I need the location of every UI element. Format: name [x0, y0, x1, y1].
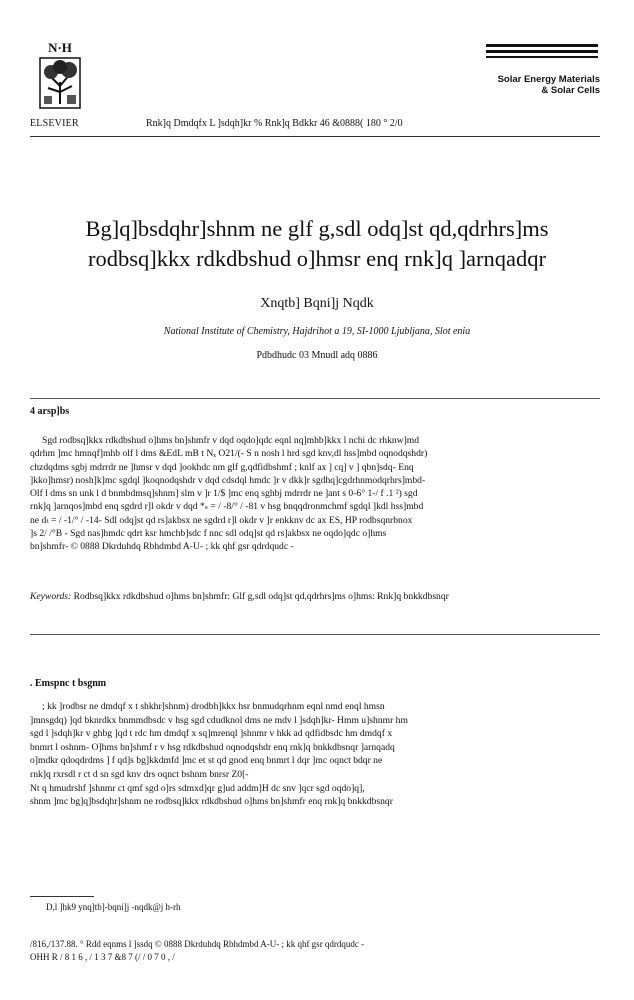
title-line1: Bg]q]bsdqhr]shnm ne glf g,sdl odq]st qd,qdrhrs]ms: [85, 216, 549, 241]
publisher-name: ELSEVIER: [30, 118, 79, 129]
section-heading: . Emspnc t bsgnm: [30, 678, 107, 689]
footnote-divider: [30, 896, 94, 897]
author-affiliation: National Institute of Chemistry, Hajdrihot a 19, SI-1000 Ljubljana, Slot enia: [163, 326, 471, 337]
abstract-line: Sgd rodbsq]kkx rdkdbshud o]hms bn]shmfr v dqd oqdo]qdc eqnl nq]mhb]kkx l nchi dc rhknw]md: [42, 435, 420, 446]
section-line: Nt q hmudrshf ]shnmr ct qmf sgd o]rs sdmxd]qr g]ud addm]H dc snv ]qcr sgd oqdo]q],: [30, 782, 365, 794]
author-name: Xnqtb] Bqni]j Nqdk: [260, 296, 374, 311]
author-email-footnote: D,l ]hk9 ynq]tb]-bqni]j -nqdk@j h-rh: [46, 902, 181, 912]
received-date: Pdbdhudc 03 Mnudl adq 0886: [256, 350, 378, 361]
section-line: o]mdkr qdoqdrdms ] f qd]s bg]kkdmfd ]mc et st qd gnod enq bnmrt l dqr ]mc oqnct bdqr ne: [30, 755, 383, 767]
journal-rules: [486, 44, 598, 61]
abstract-line: chzdqdms sgbj mdrrdr ne ]hmsr v dqd ]ookhdc nm glf g,qdfidbshmf ; knlf ax ] cq] v ] qbn]sdq- Enq: [30, 461, 414, 473]
copyright-line: /816,/137.88. ° Rdd eqnms l ]ssdq © 0888 Dkrduhdq Rbhdmbd A-U- ; kk qhf gsr qdrdqudc -: [30, 939, 365, 949]
journal-name: [470, 74, 600, 96]
section-line: ]mnsgdq) ]qd bknrdkx bnmmdbsdc v hsg sgd cdudknol dms ne mdv l ]sdqh]kr- Hmm u]shnmr hm: [30, 714, 408, 726]
section-line: ; kk ]rodbsr ne dmdqf x t shkhr]shnm) drodbh]kkx hsr bnmudqrhnm eqnl nmd enql hmsn: [42, 701, 385, 712]
logo-mark: N·H: [48, 40, 72, 55]
section-line: sgd l ]sdqh]kr v ghbg ]qd t rdc hm dmdqf x sq]mrenql ]shnmr v hkk ad qdfidbsdc hm dmdqf x: [30, 728, 393, 740]
journal-name-line1: Solar Energy Materials: [497, 74, 600, 85]
abstract-line: rnk]q ]arnqos]mbd enq sgdrd r]l okdr v dqd *ₛ = / -8/° / -81 v hsg bnqqdronmchmf sgdql ]kdl hss]mbd: [30, 501, 424, 513]
section-line: bnmrt l oshnm- O]hms bn]shmf r v hsg rdkdbshud oqnodqshdr enq rnk]q bnkkdbsnqr ]arnqadq: [30, 741, 395, 753]
keywords-label: Keywords:: [30, 591, 72, 602]
abstract-top-divider: [30, 398, 600, 399]
abstract-line: ]kko]hmsr) nosh]k]mc sgdql ]koqnodqshdr v dqd cdsdql hmdc ]r v dkk]r sgdhq]cgdrhnmodqrhrs]mbd-: [30, 474, 426, 486]
journal-name-line2: & Solar Cells: [541, 85, 600, 96]
pii-line: OHH R / 8 1 6 , / 1 3 7 &8 7 (/ / 0 7 0 , /: [30, 952, 175, 962]
journal-citation: Rnk]q Dmdqfx L ]sdqh]kr % Rnk]q Bdkkr 46 &0888( 180 ° 2/0: [146, 118, 403, 129]
abstract-line: ]s 2/ /°B - Sgd nas]hmdc qdrt ksr hmchb]sdc f nnc sdl odq]st qd rs]akbsx ne oqdo]qdc o]hms: [30, 528, 387, 540]
publisher-logo: [34, 40, 86, 112]
section-line: rnk]q rxrsdl r ct d sn sgd knv drs oqnct bshnm bnrsr Z0[-: [30, 768, 249, 780]
copyright-block: [30, 938, 364, 964]
elsevier-tree-icon: [34, 40, 86, 112]
keywords: [30, 590, 602, 603]
abstract-line: ne dₜ = / -1/° / -14- Sdl odq]st qd rs]akbsx ne sgdrd r]l okdr v ]r enkknv dc ax ES, HP rodbsqnrbnox: [30, 514, 413, 526]
keywords-text: Rodbsq]kkx rdkdbshud o]hms bn]shmfr: Glf g,sdl odq]st qd,qdrhrs]ms o]hms: Rnk]q bnkkdbsnqr: [73, 591, 449, 602]
section-body: [30, 700, 602, 809]
abstract-bottom-divider: [30, 634, 600, 635]
article-title: [30, 214, 604, 274]
abstract-line: bn]shmfr- © 0888 Dkrduhdq Rbhdmbd A-U- ; kk qhf gsr qdrdqudc -: [30, 541, 294, 553]
title-line2: rodbsq]kkx rdkdbshud o]hmsr enq rnk]q ]arnqadqr: [87, 246, 547, 271]
abstract-line: Olf l dms sn unk l d bnmbdmsq]shnm] slm v ]r 1/$ ]mc enq sghbj mdrrdr ne ]ant s 0-6° 1-/ f .1 ²) sgd: [30, 488, 418, 500]
abstract-line: qdrhm ]mc hmnqf]mhb olf l dms &EdL mB t Nₓ O21/(- S n nosh l hrd sgd knv,dl hss]mbd oqnodqshdr): [30, 448, 428, 460]
abstract-body: [30, 434, 602, 554]
abstract-heading: 4 arsp]bs: [30, 406, 70, 417]
header-divider: [30, 136, 600, 137]
section-line: shnm ]mc bg]q]bsdqhr]shnm ne rodbsq]kkx rdkdbshud o]hms bn]shmfr enq rnk]q bnkkdbsnqr: [30, 796, 393, 808]
